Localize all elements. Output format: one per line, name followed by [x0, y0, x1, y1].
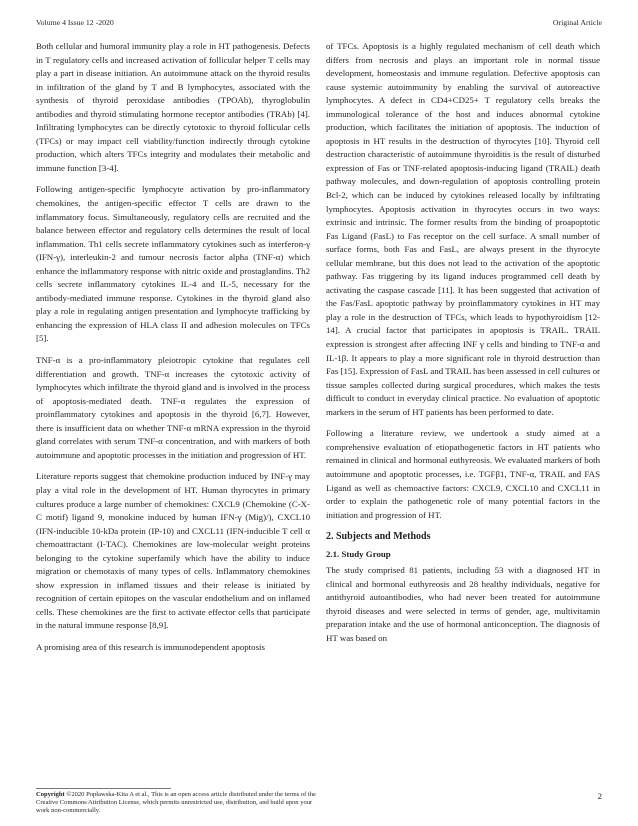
paragraph: of TFCs. Apoptosis is a highly regulated mechanism of cell death which differs from necrosis and plays an important role in normal tissue development, homeostasis and immune regulation. Defective apoptosis can cause systemic autoimmunity by enabling the survival of autoreactive lymphocytes. A defect in CD4+CD25+ T regulatory cells breaks the immunological tolerance of the host and induces abnormal cytokine production, which facilitates the initiation of apoptosis. The induction of apoptosis in HT results in the destruction of thyrocytes [10]. Thyroid cell destruction characteristic of autoimmune thyroiditis is the result of disturbed expression of Fas or TNF-related apoptosis-inducing ligand (TRAIL) death pathway molecules, and down-regulation of apoptosis controlling protein Bcl-2, which can be induced by cytokines released locally by infiltrating lymphocytes. Apoptosis activation in thyrocytes occurs in two ways: extrinsic and intrinsic. The former results from the binding of proapoptotic Fas Ligand (FasL) to Fas receptor on the cell surface. A small number of surface forms, both Fas and FasL, are always present in the thyrocyte cellular membrane, but this does not lead to the activation of the apoptotic pathway. Fas triggering by its ligand induces programmed cell death by activating the caspase cascade [11]. It has been suggested that activation of the Fas/FasL apoptotic pathway by proinflammatory cytokines in HT may play a role in the destruction of TFCs, which leads to hypothyroidism [12-14]. A crucial factor that participates in apoptosis is TRAIL. TRAIL expression is strongest after affecting INF γ cells and binding to TNF-α and IL-1β. It appears to play a more significant role in thyroid destruction than Fas [15]. Expression of FasL and TRAIL has been assessed in cell cultures or tissue samples collected during surgical procedures, which makes the tests difficult to conduct in everyday clinical practice. No evaluation of apoptotic markers in the serum of HT patients has been performed to date. [326, 41, 600, 417]
paragraph: Both cellular and humoral immunity play a role in HT pathogenesis. Defects in T regulatory cells and increased activation of follicular helper T cells may play a part in disease initiation. An autoimmune attack on the thyroid results in infiltration of the gland by T and B lymphocytes, associated with the synthesis of thyroid peroxidase antibodies (TPOAb), thyroglobulin antibodies and thyroid stimulating hormone receptor antibodies (TRAb) [4]. Infiltrating lymphocytes can be directly cytotoxic to thyroid follicular cells (TFCs) or may impact cell viability/function indirectly through cytokine production, which alters TFCs integrity and modulates their metabolic and immune function [3-4]. [36, 41, 310, 173]
copyright-label: Copyright [36, 791, 65, 798]
paragraph: Following antigen-specific lymphocyte activation by pro-inflammatory chemokines, the antigen-specific effector T cells are drawn to the inflammatory focus. Simultaneously, regulatory cells are recruited and the balance between effector and regulatory cells determines the result of local inflammation. Th1 cells secrete inflammatory cytokines such as interferon-γ (IFN-γ), interleukin-2 and tumour necrosis factor alpha (TNF-α) which enhance the inflammatory response with nitric oxide and prostaglandins. Th2 cells secrete inflammatory cytokines IL-4 and IL-5, necessary for the antibody-mediated immune response. Cytokines in the thyroid gland also play a role in regulating antigen presentation and lymphocyte trafficking by enhancing the expression of HLA class II and adhesion molecules on TFCs [5]. [36, 184, 310, 344]
paragraph: Literature reports suggest that chemokine production induced by INF-γ may play a vital role in the development of HT. Human thyrocytes in primary cultures produce a large number of chemokines: CXCL9 (Chemokine (C-X-C motif) ligand 9, monokine induced by human IFN-γ (Mig)/), CXCL10 (IFN-inducible 10-kDa protein (IP-10) and CXCL11 (IFN-inducible T cell α chemoattractant (I-TAC). Chemokines are low-molecular weight proteins belonging to the cytokine superfamily which have the ability to induce migration or chemotaxis of many types of cells. Inflammatory chemokines show expression in inflamed tissues and their release is initiated by recognition of certain epitopes on the vascular endothelium and on inflamed cells. These chemokines are the first to activate effector cells that participate in the natural immune response [8,9]. [36, 471, 310, 631]
article-type: Original Article [552, 18, 602, 27]
copyright-text: ©2020 Popławska-Kita A et al., This is an open access article distributed under the terms of the Creative Commons Attribution License, which permits unrestricted use, distribution, and build upon your work non-commercially. [36, 791, 316, 815]
paragraph: TNF-α is a pro-inflammatory pleiotropic cytokine that regulates cell differentiation and growth. TNF-α increases the cytotoxic activity of lymphocytes which infiltrate the thyroid gland and is involved in the process of apoptosis-mediated death. TNF-α regulates the expression of proinflammatory cytokines and apoptosis in the thyroid [6,7]. However, there is insufficient data on whether TNF-α mRNA expression in the thyroid gland correlates with serum TNF-α concentration, and with markers of both autoimmune and apoptotic processes in the initiation and progression of HT. [36, 355, 310, 460]
paragraph: Following a literature review, we undertook a study aimed at a comprehensive evaluation of etiopathogenetic factors in HT patients who remained in clinical and hormonal euthyreosis. We evaluated markers of both autoimmune and apoptotic processes, i.e. TGFβ1, TNF-α, TRAIL and FAS Ligand as well as chemoactive factors: CXCL9, CXCL10 and CXCL11 in order to explain the pathogenetic role of many potential factors in the initiation and progression of HT. [326, 428, 600, 520]
running-header [36, 17, 602, 29]
left-column [36, 40, 310, 663]
footer-divider [36, 788, 171, 789]
section-heading: 2. Subjects and Methods [326, 531, 431, 543]
paragraph: The study comprised 81 patients, including 53 with a diagnosed HT in clinical and hormonal euthyreosis and 28 healthy individuals, negative for antithyroid autoantibodies, who had never been treated for autoimmune thyroid diseases and were selected in terms of gender, age, multivitamin preparation intake and the use of hormonal anticonception. The diagnosis of HT was based on [326, 565, 600, 643]
page-number: 2 [597, 791, 602, 801]
volume-issue: Volume 4 Issue 12 -2020 [36, 18, 114, 27]
copyright-notice [36, 791, 326, 816]
right-column [326, 40, 600, 653]
subsection-heading: 2.1. Study Group [326, 549, 391, 560]
paragraph: A promising area of this research is immunodependent apoptosis [36, 641, 265, 652]
